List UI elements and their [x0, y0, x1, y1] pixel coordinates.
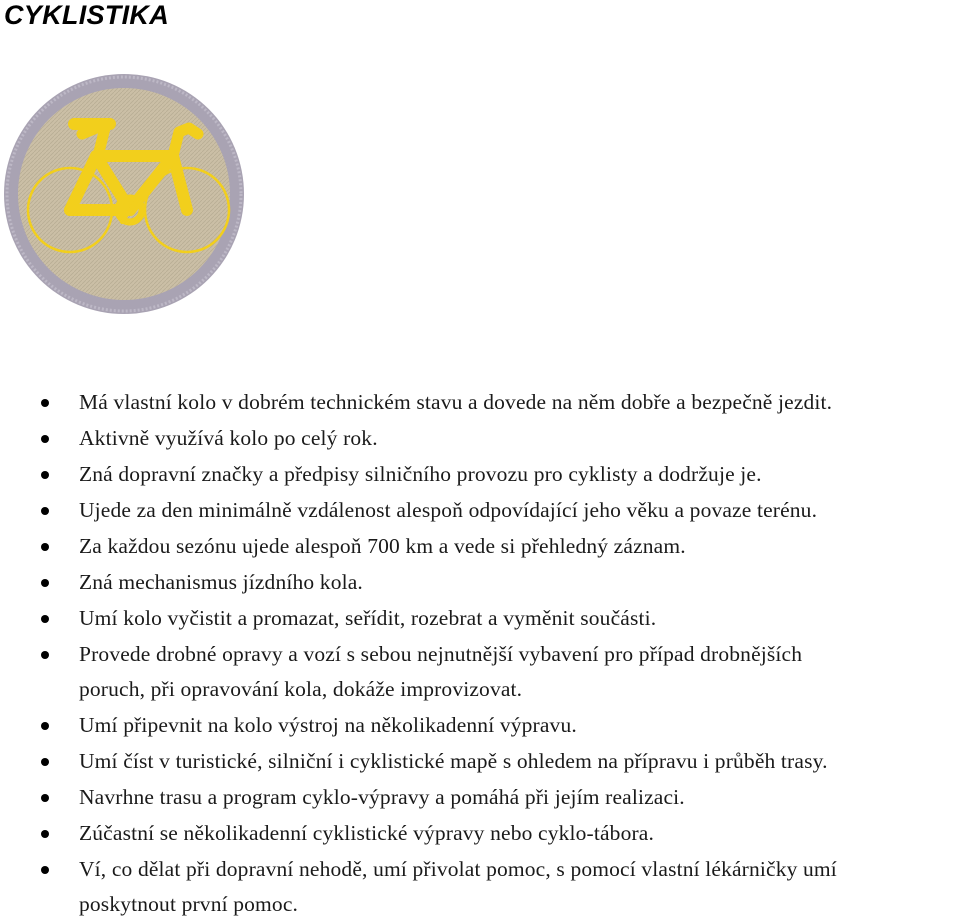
list-item [0, 852, 960, 922]
bullet-icon [41, 758, 49, 766]
bullet-icon [41, 866, 49, 874]
list-item-text: Umí kolo vyčistit a promazat, seřídit, rozebrat a vyměnit součásti. [79, 606, 657, 630]
list-item-text: Má vlastní kolo v dobrém technickém stavu a dovede na něm dobře a bezpečně jezdit. [79, 390, 833, 414]
list-item [0, 565, 960, 600]
list-item [0, 637, 960, 707]
bullet-icon [41, 435, 49, 443]
list-item-text: Umí číst v turistické, silniční i cyklistické mapě s ohledem na přípravu i průběh trasy. [79, 749, 828, 773]
bullet-icon [41, 794, 49, 802]
bullet-icon [41, 830, 49, 838]
bullet-icon [41, 615, 49, 623]
list-item [0, 385, 960, 420]
list-item [0, 601, 960, 636]
list-item-text: Zúčastní se několikadenní cyklistické výpravy nebo cyklo-tábora. [79, 821, 654, 845]
list-item-text-continued: poruch, při opravování kola, dokáže improvizovat. [79, 677, 523, 701]
bullet-icon [41, 651, 49, 659]
list-item-text: Ujede za den minimálně vzdálenost alespoň odpovídající jeho věku a povaze terénu. [79, 498, 818, 522]
list-item-text: Provede drobné opravy a vozí s sebou nejnutnější vybavení pro případ drobnějších [79, 642, 803, 666]
bullet-icon [41, 579, 49, 587]
list-item [0, 421, 960, 456]
bullet-icon [41, 471, 49, 479]
list-item [0, 780, 960, 815]
list-item-text-continued: poskytnout první pomoc. [79, 892, 299, 916]
bicycle-patch-icon [2, 72, 246, 316]
list-item-text: Zná dopravní značky a předpisy silničního provozu pro cyklisty a dodržuje je. [79, 462, 762, 486]
list-item [0, 457, 960, 492]
list-item-text: Aktivně využívá kolo po celý rok. [79, 426, 378, 450]
bullet-icon [41, 399, 49, 407]
list-item [0, 708, 960, 743]
list-item-text: Za každou sezónu ujede alespoň 700 km a vede si přehledný záznam. [79, 534, 686, 558]
list-item [0, 529, 960, 564]
bullet-icon [41, 722, 49, 730]
list-item [0, 744, 960, 779]
bullet-icon [41, 507, 49, 515]
requirements-list [0, 385, 960, 923]
bullet-icon [41, 543, 49, 551]
list-item [0, 816, 960, 851]
list-item-text: Umí připevnit na kolo výstroj na několikadenní výpravu. [79, 713, 577, 737]
list-item [0, 493, 960, 528]
list-item-text: Navrhne trasu a program cyklo-výpravy a pomáhá při jejím realizaci. [79, 785, 685, 809]
list-item-text: Zná mechanismus jízdního kola. [79, 570, 363, 594]
list-item-text: Ví, co dělat při dopravní nehodě, umí přivolat pomoc, s pomocí vlastní lékárničky umí [79, 857, 837, 881]
page-title: CYKLISTIKA [4, 0, 169, 30]
